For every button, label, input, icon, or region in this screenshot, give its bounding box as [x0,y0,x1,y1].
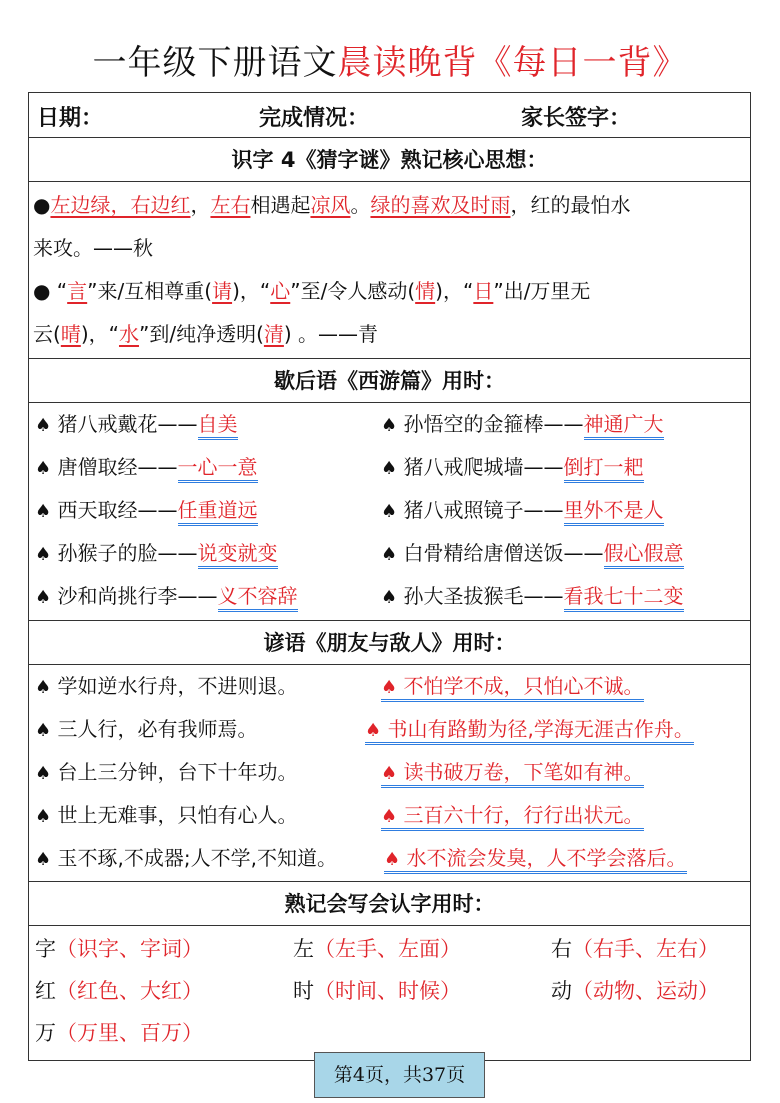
xiehouyu-question: 唐僧取经—— [57,455,178,479]
bullet: ● [33,193,51,217]
proverb-left: 玉不琢,不成器;人不学,不知道。 [57,846,337,870]
xiehouyu-question: 猪八戒照镜子—— [403,498,564,522]
text: ， [190,193,211,217]
xiehouyu-question: 孙大圣拔猴毛—— [403,584,564,608]
xiehouyu-answer: 自美 [198,412,238,440]
proverb-row [29,837,750,880]
char-words: （动物、运动） [572,979,719,1003]
proverb-right: 三百六十行，行行出状元。 [403,803,644,827]
xiehouyu-question: 猪八戒戴花—— [57,412,198,436]
title-red: 晨读晚背《每日一背》 [337,43,688,83]
char-words: （时间、时候） [314,979,461,1003]
char-item [551,928,719,970]
text: ”出/万里无 [493,279,591,303]
underlined-char: 清 [263,322,284,346]
section1-line2: 来攻。——秋 [33,236,153,260]
spade-icon: ♠ [35,677,52,698]
xiehouyu-answer: 倒打一耙 [564,455,644,483]
char: 字 [35,937,56,961]
char: 万 [35,1021,56,1045]
spade-icon: ♠ [381,501,398,522]
char-words: （红色、大红） [56,979,203,1003]
title-black: 一年级下册语文 [92,43,338,83]
section1-line1 [29,184,750,227]
section2-content [29,403,750,621]
section4-content [29,926,750,1060]
proverb-left: 世上无难事，只怕有心人。 [57,803,298,827]
xiehouyu-question: 西天取经—— [57,498,178,522]
xiehouyu-row [29,532,750,575]
text: 相遇起 [250,193,311,217]
spade-icon: ♠ [381,587,398,608]
worksheet-table [28,92,751,1061]
text: ) 。——青 [283,322,379,346]
spade-icon: ♠ [35,501,52,522]
char-words: （识字、字词） [56,937,203,961]
proverb-right: 水不流会发臭，人不学会落后。 [406,846,687,870]
char: 右 [551,937,572,961]
proverb-left: 学如逆水行舟，不进则退。 [57,674,298,698]
section1-line4 [29,313,750,356]
spade-icon: ♠ [35,544,52,565]
section3-heading: 谚语《朋友与敌人》用时： [29,621,750,665]
spade-icon: ♠ [35,458,52,479]
text: 云( [33,322,61,346]
section1-heading: 识字 4《猜字谜》熟记核心思想： [29,138,750,182]
underlined-char: 日 [473,279,494,303]
proverb-row [29,751,750,794]
text: )，“ [435,279,474,303]
char-row [29,1012,750,1054]
xiehouyu-question: 孙猴子的脸—— [57,541,198,565]
underlined-phrase: 绿的喜欢及时雨 [370,193,511,217]
text: ，红的最怕水 [510,193,631,217]
char-row [29,928,750,970]
char-row [29,970,750,1012]
text: )，“ [80,322,119,346]
spade-icon: ♠ [381,677,398,698]
char-item [35,970,203,1012]
proverb-right: 书山有路勤为径,学海无涯古作舟。 [387,717,694,741]
char: 红 [35,979,56,1003]
char-item [293,970,461,1012]
underlined-char: 情 [415,279,436,303]
xiehouyu-row [29,446,750,489]
xiehouyu-row [29,403,750,446]
section3-content [29,665,750,882]
spade-icon: ♠ [381,544,398,565]
char-item [293,928,461,970]
underlined-char: 晴 [60,322,81,346]
char: 左 [293,937,314,961]
spade-icon: ♠ [35,849,52,870]
xiehouyu-answer: 说变就变 [198,541,278,569]
page-title [0,38,780,88]
xiehouyu-answer: 义不容辞 [218,584,298,612]
underlined-char: 请 [212,279,233,303]
proverb-row [29,794,750,837]
xiehouyu-question: 沙和尚挑行李—— [57,584,218,608]
xiehouyu-question: 猪八戒爬城墙—— [403,455,564,479]
section2-heading: 歇后语《西游篇》用时： [29,359,750,403]
xiehouyu-answer: 任重道远 [178,498,258,526]
underlined-char: 言 [67,279,88,303]
char-item [35,928,203,970]
text: ”来/互相尊重( [87,279,213,303]
header-row [29,93,750,138]
proverb-row [29,708,750,751]
char: 时 [293,979,314,1003]
spade-icon: ♠ [35,587,52,608]
char-words: （万里、百万） [56,1021,203,1045]
text: )，“ [232,279,271,303]
page-number-badge: 第4页，共37页 [314,1052,485,1098]
underlined-phrase: 左右 [210,193,251,217]
char: 动 [551,979,572,1003]
proverb-right: 不怕学不成，只怕心不诚。 [403,674,644,698]
spade-icon: ♠ [365,720,382,741]
proverb-left: 台上三分钟，台下十年功。 [57,760,298,784]
spade-icon: ♠ [381,763,398,784]
section1-content [29,182,750,359]
status-label: 完成情况： [259,106,370,131]
text: 。 [350,193,371,217]
sign-label: 家长签字： [521,106,632,131]
proverb-left: 三人行，必有我师焉。 [57,717,258,741]
spade-icon: ♠ [381,806,398,827]
text: ”至/令人感动( [290,279,416,303]
spade-icon: ♠ [381,458,398,479]
spade-icon: ♠ [35,763,52,784]
xiehouyu-question: 白骨精给唐僧送饭—— [403,541,604,565]
xiehouyu-answer: 一心一意 [178,455,258,483]
spade-icon: ♠ [35,720,52,741]
xiehouyu-answer: 神通广大 [584,412,664,440]
proverb-right: 读书破万卷，下笔如有神。 [403,760,644,784]
text: ● “ [33,279,68,303]
xiehouyu-answer: 假心假意 [604,541,684,569]
spade-icon: ♠ [381,415,398,436]
xiehouyu-answer: 看我七十二变 [564,584,684,612]
text: ”到/纯净透明( [138,322,264,346]
spade-icon: ♠ [35,806,52,827]
xiehouyu-answer: 里外不是人 [564,498,664,526]
spade-icon: ♠ [384,849,401,870]
proverb-row [29,665,750,708]
underlined-char: 水 [118,322,139,346]
xiehouyu-row [29,575,750,618]
spade-icon: ♠ [35,415,52,436]
char-item [35,1012,203,1054]
date-label: 日期： [37,106,104,131]
underlined-phrase: 左边绿，右边红 [50,193,191,217]
section4-heading: 熟记会写会认字用时： [29,882,750,926]
underlined-phrase: 凉风 [310,193,351,217]
char-item [551,970,719,1012]
section1-line3 [29,270,750,313]
char-words: （左手、左面） [314,937,461,961]
xiehouyu-row [29,489,750,532]
xiehouyu-question: 孙悟空的金箍棒—— [403,412,584,436]
underlined-char: 心 [270,279,291,303]
char-words: （右手、左右） [572,937,719,961]
